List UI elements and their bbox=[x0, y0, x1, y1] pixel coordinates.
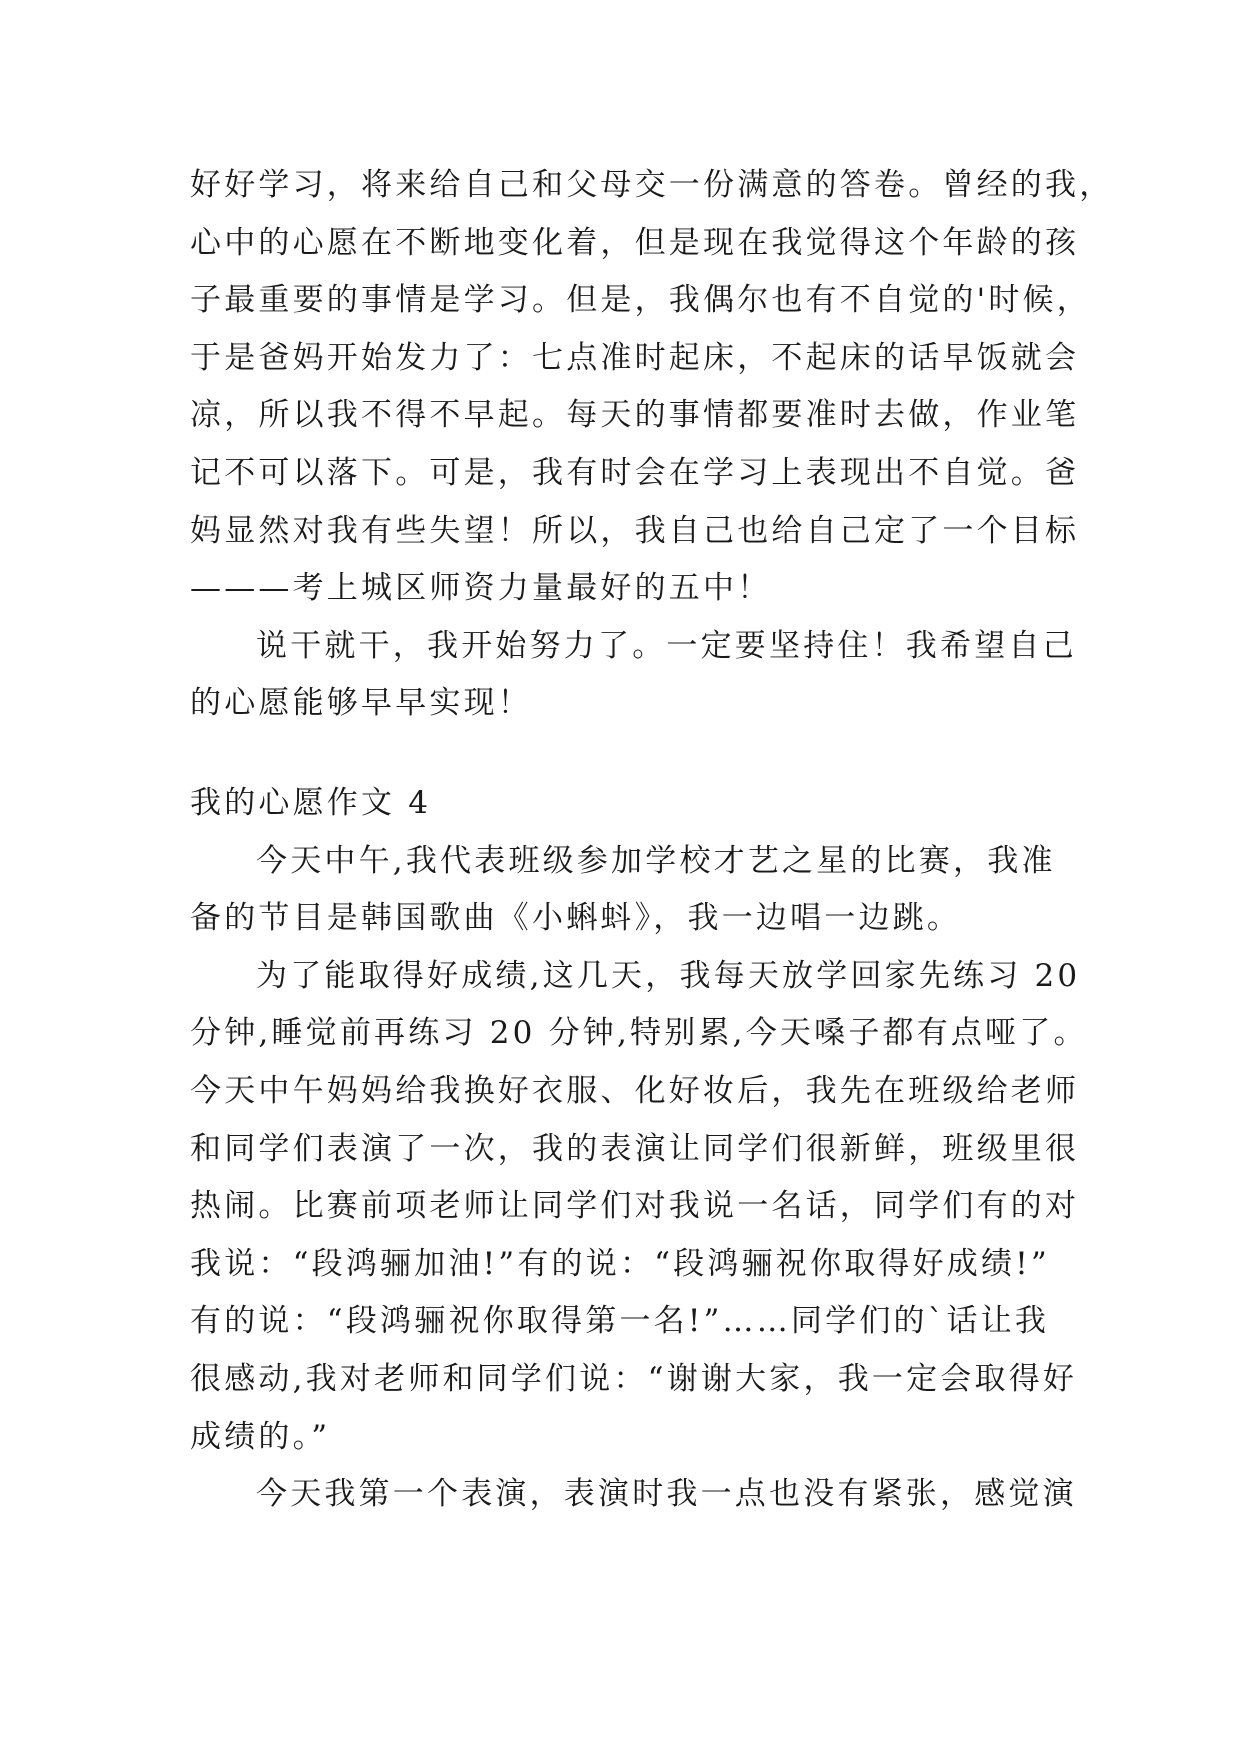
essay-title: 我的心愿作文 4 bbox=[190, 785, 432, 821]
text-line: 心中的心愿在不断地变化着，但是现在我觉得这个年龄的孩 bbox=[190, 224, 1080, 261]
text-line: 今天中午妈妈给我换好衣服、化好妆后，我先在班级给老师 bbox=[190, 1072, 1080, 1109]
text-line: 分钟,睡觉前再练习 20 分钟,特别累,今天嗓子都有点哑了。 bbox=[190, 1015, 1088, 1052]
text-line: 有的说：“段鸿骊祝你取得第一名!”……同学们的`话让我 bbox=[190, 1303, 1050, 1340]
text-line: 成绩的。” bbox=[190, 1418, 331, 1455]
text-line: 和同学们表演了一次，我的表演让同学们很新鲜，班级里很 bbox=[190, 1130, 1080, 1167]
text-line: 今天我第一个表演，表演时我一点也没有紧张，感觉演 bbox=[256, 1476, 1077, 1513]
essay-text-continued bbox=[190, 157, 1114, 733]
text-line: 说干就干，我开始努力了。一定要坚持住！我希望自己 bbox=[256, 627, 1077, 664]
text-line: 凉，所以我不得不早起。每天的事情都要准时去做，作业笔 bbox=[190, 397, 1080, 434]
text-line: 很感动,我对老师和同学们说：“谢谢大家，我一定会取得好 bbox=[190, 1360, 1078, 1397]
text-line: 今天中午,我代表班级参加学校才艺之星的比赛，我准 bbox=[256, 842, 1056, 879]
essay-4 bbox=[190, 775, 1088, 1524]
text-line: 记不可以落下。可是，我有时会在学习上表现出不自觉。爸 bbox=[190, 454, 1080, 491]
text-line: 好好学习，将来给自己和父母交一份满意的答卷。曾经的我， bbox=[190, 167, 1114, 203]
text-line: 的心愿能够早早实现！ bbox=[190, 685, 532, 722]
text-line: 于是爸妈开始发力了：七点准时起床，不起床的话早饭就会 bbox=[190, 339, 1080, 376]
text-line: 备的节目是韩国歌曲《小蝌蚪》，我一边唱一边跳。 bbox=[190, 900, 962, 937]
text-line: 子最重要的事情是学习。但是，我偶尔也有不自觉的'时候， bbox=[190, 282, 1091, 319]
text-line: 热闹。比赛前项老师让同学们对我说一名话，同学们有的对 bbox=[190, 1188, 1080, 1225]
text-line: ———考上城区师资力量最好的五中！ bbox=[190, 570, 772, 607]
text-line: 妈显然对我有些失望！所以，我自己也给自己定了一个目标 bbox=[190, 512, 1080, 549]
text-line: 为了能取得好成绩,这几天，我每天放学回家先练习 20 bbox=[256, 957, 1081, 994]
text-line: 我说：“段鸿骊加油!”有的说：“段鸿骊祝你取得好成绩!” bbox=[190, 1245, 1050, 1282]
